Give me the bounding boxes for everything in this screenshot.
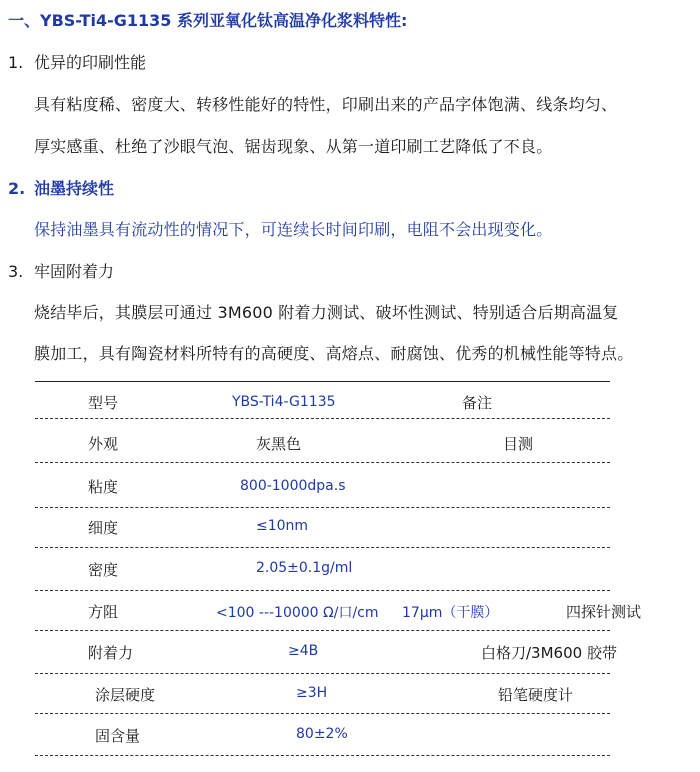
- section-2-line-1: 保持油墨具有流动性的情况下，可连续长时间印刷，电阻不会出现变化。: [34, 220, 553, 239]
- table-top-rule: [35, 381, 610, 382]
- section-1-line-2: 厚实感重、杜绝了沙眼气泡、锯齿现象、从第一道印刷工艺降低了不良。: [34, 137, 553, 156]
- table-divider: [35, 755, 610, 756]
- table-row-value: 800-1000dpa.s: [240, 478, 346, 494]
- table-row-value: YBS-Ti4-G1135: [232, 394, 336, 410]
- table-row-value: 灰黑色: [256, 435, 302, 453]
- table-divider: [35, 462, 610, 463]
- table-row-value: ≥3H: [296, 685, 328, 701]
- section-1-title: [8, 50, 146, 73]
- table-row-label: 密度: [88, 561, 119, 579]
- table-row-note: 目测: [503, 435, 534, 453]
- table-divider: [35, 713, 610, 714]
- table-row-label: 细度: [88, 519, 119, 537]
- table-row-value: ≤10nm: [256, 518, 309, 534]
- table-row-note: 铅笔硬度计: [498, 686, 574, 704]
- table-row-label: 型号: [88, 394, 119, 412]
- section-1-title-text: 优异的印刷性能: [34, 53, 147, 72]
- table-row-label: 涂层硬度: [95, 686, 156, 704]
- section-2-title-text: 油墨持续性: [34, 179, 115, 198]
- table-divider: [35, 547, 610, 548]
- section-3-number: 3.: [8, 262, 24, 281]
- table-row-value: ≥4B: [288, 643, 319, 659]
- section-1-line-1: 具有粘度稀、密度大、转移性能好的特性，印刷出来的产品字体饱满、线条均匀、: [34, 95, 618, 114]
- section-2-title: [8, 176, 114, 199]
- table-row-value: 80±2%: [296, 726, 348, 742]
- table-row-extra: 17μm（干膜）: [402, 605, 499, 621]
- table-row-label: 外观: [88, 435, 119, 453]
- table-divider: [35, 590, 610, 591]
- table-row-label: 粘度: [88, 478, 119, 496]
- table-row-value: <100 ---10000 Ω/口/cm: [216, 605, 379, 621]
- table-row-label: 固含量: [95, 727, 141, 745]
- document-heading: 一、YBS-Ti4-G1135 系列亚氧化钛高温净化浆料特性:: [8, 11, 408, 30]
- section-3-line-1: 烧结毕后，其膜层可通过 3M600 附着力测试、破坏性测试、特别适合后期高温复: [34, 303, 619, 322]
- table-row-value: 2.05±0.1g/ml: [256, 560, 353, 576]
- section-1-number: 1.: [8, 53, 24, 72]
- table-divider: [35, 673, 610, 674]
- table-row-label: 方阻: [88, 603, 119, 621]
- table-divider: [35, 630, 610, 631]
- section-3-line-2: 膜加工，具有陶瓷材料所特有的高硬度、高熔点、耐腐蚀、优秀的机械性能等特点。: [34, 344, 634, 363]
- section-3-title: [8, 259, 114, 282]
- section-2-number: 2.: [8, 179, 26, 198]
- section-3-title-text: 牢固附着力: [34, 262, 115, 281]
- table-row-label: 附着力: [88, 644, 134, 662]
- table-divider: [35, 418, 610, 419]
- table-row-note: 白格刀/3M600 胶带: [481, 644, 617, 662]
- table-divider: [35, 507, 610, 508]
- table-row-note: 备注: [462, 394, 493, 412]
- table-row-note: 四探针测试: [566, 603, 642, 621]
